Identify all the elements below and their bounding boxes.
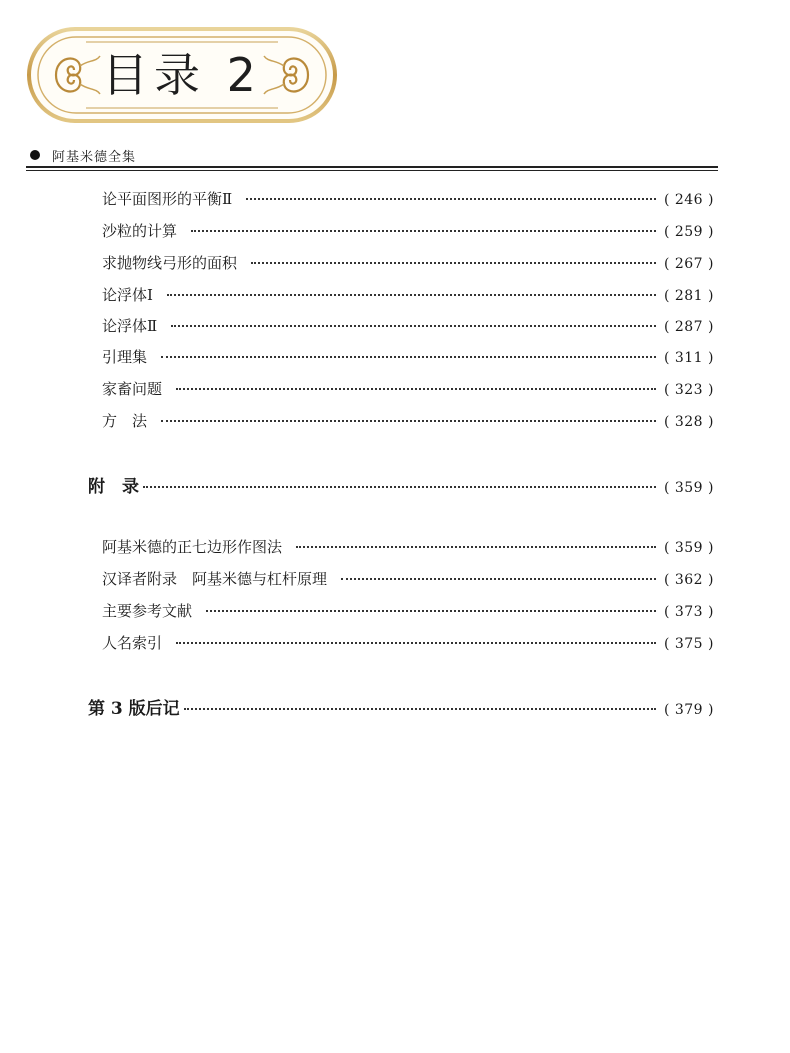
toc-section-page: ( 359 ) (663, 480, 714, 496)
toc-entry-title: 论浮体Ⅰ (102, 286, 153, 304)
dot-leader (171, 325, 656, 327)
toc-entry[interactable] (102, 536, 714, 557)
dot-leader (176, 388, 656, 390)
toc-section-page: ( 379 ) (663, 702, 714, 718)
toc-entry-page: ( 375 ) (663, 636, 714, 652)
toc-entry-title: 沙粒的计算 (102, 222, 178, 240)
dot-leader (341, 578, 656, 580)
toc-entry[interactable] (102, 315, 714, 336)
toc-entry-title: 方 法 (102, 412, 148, 430)
dot-leader (167, 294, 656, 296)
toc-entry-title: 人名索引 (102, 634, 163, 652)
dot-leader (206, 610, 656, 612)
toc-entry[interactable] (102, 346, 714, 367)
toc-section[interactable] (88, 694, 714, 719)
chapter-title: 目录 2 (102, 48, 262, 102)
dot-leader (251, 262, 656, 264)
toc-entry-title: 引理集 (102, 348, 148, 366)
toc-entry-page: ( 323 ) (663, 382, 714, 398)
dot-leader (296, 546, 656, 548)
toc-entry-title: 论平面图形的平衡Ⅱ (102, 190, 233, 208)
toc-entry-page: ( 359 ) (663, 540, 714, 556)
toc-entry-page: ( 281 ) (663, 288, 714, 304)
toc-entry-title: 论浮体Ⅱ (102, 317, 158, 335)
series-name: 阿基米德全集 (52, 149, 137, 165)
toc-section-title: 第 3 版后记 (88, 699, 180, 719)
toc-entry[interactable] (102, 378, 714, 399)
toc-entry-page: ( 373 ) (663, 604, 714, 620)
toc-entry[interactable] (102, 568, 714, 589)
dot-leader (161, 420, 656, 422)
toc-entry[interactable] (102, 600, 714, 621)
dot-leader (246, 198, 656, 200)
dot-leader (161, 356, 656, 358)
toc-section[interactable] (88, 472, 714, 497)
toc-entry-title: 汉译者附录 阿基米德与杠杆原理 (102, 570, 328, 588)
toc-entry-page: ( 287 ) (663, 319, 714, 335)
toc-entry-title: 阿基米德的正七边形作图法 (102, 538, 283, 556)
toc-entry-page: ( 311 ) (663, 350, 714, 366)
dot-leader (191, 230, 656, 232)
toc-entry[interactable] (102, 252, 714, 273)
toc-entry-page: ( 246 ) (663, 192, 714, 208)
toc-entry-page: ( 362 ) (663, 572, 714, 588)
toc-entry-page: ( 259 ) (663, 224, 714, 240)
toc-entry[interactable] (102, 284, 714, 305)
toc-entry[interactable] (102, 410, 714, 431)
toc-entry-title: 主要参考文献 (102, 602, 193, 620)
dot-leader (184, 708, 656, 710)
toc-section-title: 附 录 (88, 477, 139, 497)
dot-leader (143, 486, 656, 488)
toc-entry-page: ( 328 ) (663, 414, 714, 430)
toc-entry[interactable] (102, 632, 714, 653)
toc-entry[interactable] (102, 220, 714, 241)
toc-entry[interactable] (102, 188, 714, 209)
toc-entry-title: 求抛物线弓形的面积 (102, 254, 238, 272)
toc-entry-title: 家畜问题 (102, 380, 163, 398)
dot-leader (176, 642, 656, 644)
toc-entry-page: ( 267 ) (663, 256, 714, 272)
